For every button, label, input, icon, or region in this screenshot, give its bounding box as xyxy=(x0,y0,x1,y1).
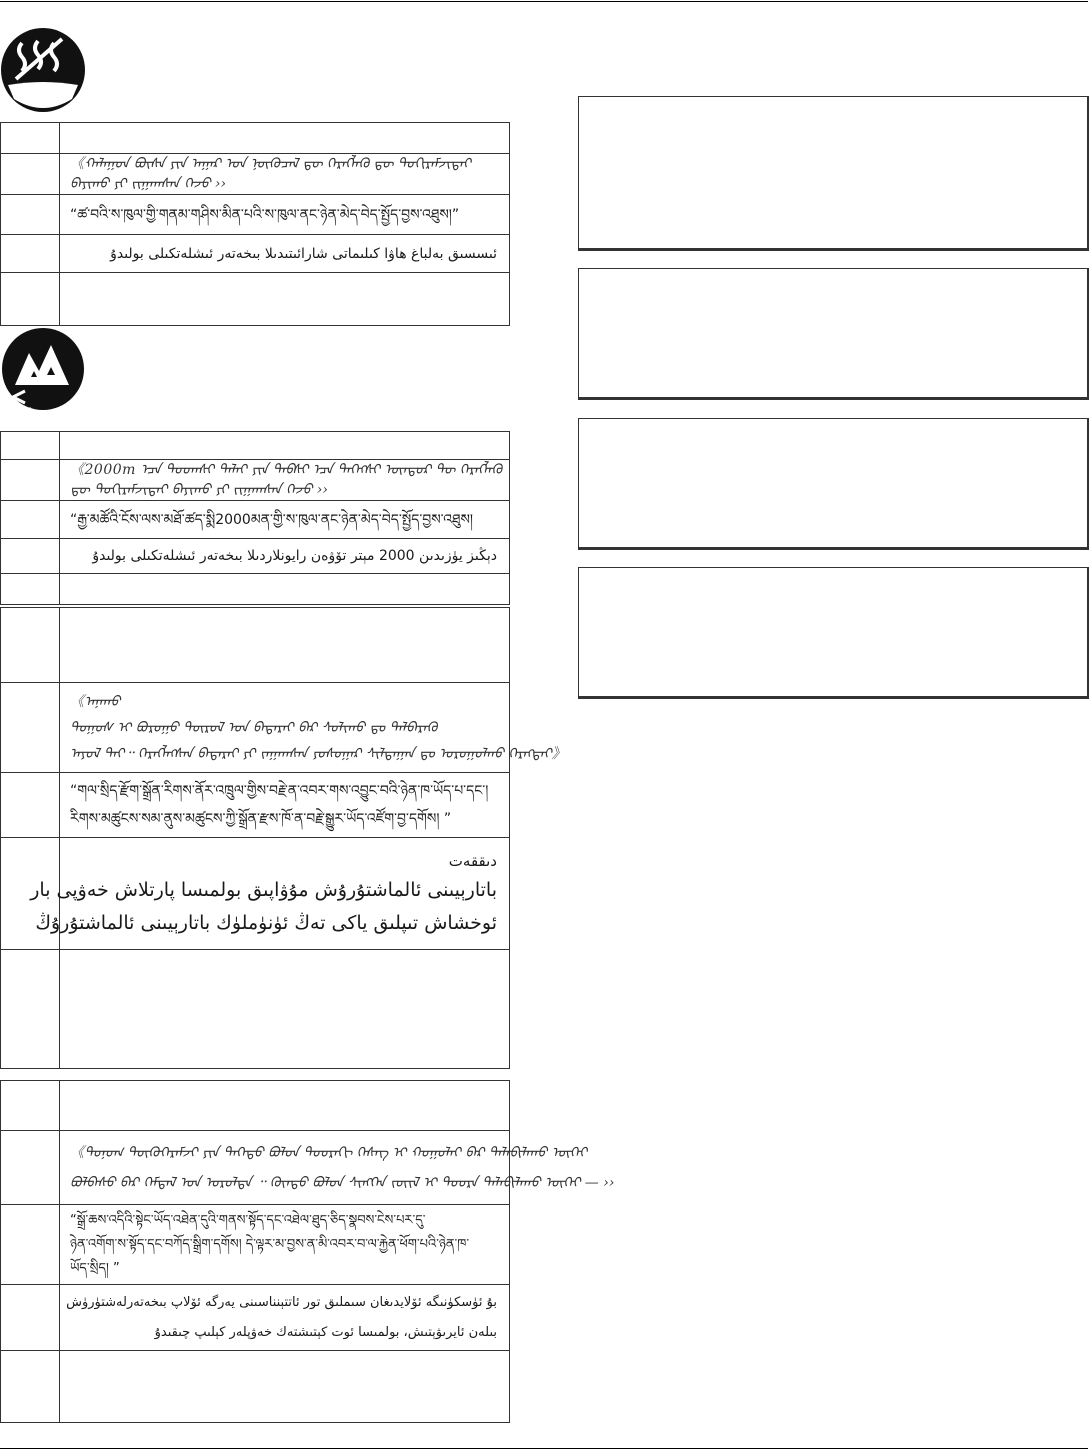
mongolian-text: 《2000m ᠡᠴᠡ ᠳᠣᠣᠭᠰᠢ ᠳᠠᠯᠠᠢ ᠶᠢᠨ ᠲᠡᠪᠰᠢ ᠡᠴᠡ ᠳᠡᠭᠡᠭᠰᠢ ᠥᠨᠳᠦᠷ ᠲᠦ ᠬᠡᠷᠡᠭᠯᠡᠬᠦ ᠳᠦ ᠲᠣᠬᠢᠷᠠᠮᠵᠢᠲᠠᠢ ᠪᠠᠶᠢᠬᠤ ᠶᠢ ᠵᠢᠭᠠᠭᠰᠠᠨ ᠭᠡᠵᠦ ›› xyxy=(60,460,510,501)
text-line: རིགས་མཚུངས་སམ་ནུས་མཚུངས་ཀྱི་སྒྲོན་རྫས་ཁོ་ན་བརྗེ་སྒྱུར་ཡོད་འཛོག་བྱ་དགོས། ” xyxy=(70,811,452,827)
right-text-box-2 xyxy=(578,268,1089,400)
table-cell xyxy=(60,574,510,605)
symbol-2-table xyxy=(0,431,510,605)
lang-code-cell xyxy=(1,235,60,273)
lang-code-cell xyxy=(1,1285,60,1351)
text-line: ཉེན་འགོག་ས་སྟོད་དང་བཀོད་སྒྲིག་དགོས། དེ་ལྟར་མ་བྱས་ན་མི་འབར་བ་ལ་རྐྱེན་ཕོག་པའི་ཉེན་ཁ་ xyxy=(70,1236,470,1252)
text-line: “གལ་སྲིད་རྫོག་སྒྲོན་རིགས་ནོར་འཁྲུལ་གྱིས་བརྗེ་ན་འབར་གས་འབྱུང་བའི་ཉེན་ཁ་ཡོད་པ་དང་། xyxy=(70,783,489,799)
table-cell xyxy=(60,432,510,460)
altitude-2000m-icon xyxy=(1,327,85,411)
text-line: بۇ ئۈسكۈنىگە ئۆلايدىغان سىملىق تور ئاتتېنناسىنى يەرگە ئۆلاپ بىخەتەرلەشتۈرۈش xyxy=(66,1294,497,1310)
uyghur-text: ئىسسىق بەلباغ ھاۋا كىلىماتى شارائىتىدىلا بىخەتەر ئىشلەتكىلى بولىدۇ xyxy=(60,235,510,273)
bottom-rule xyxy=(0,1448,1088,1449)
text-line: ᠠᠶᠤᠯ ᠲᠠᠢ᠃ ᠬᠡᠷᠡᠭᠯᠡᠭᠰᠡᠨ ᠪᠠᠲᠠᠷᠡᠢ ᠶᠢ ᠵᠠᠭᠠᠭᠰᠠᠨ ᠶᠣᠰᠣᠭᠠᠷ ᠰᠢᠯᠲᠠᠭᠠᠨ ᠳᠤ ᠣᠷᠣᠭᠤᠯᠬᠤ ᠬᠡᠷᠡᠭᠲᠡᠢ》 xyxy=(70,745,567,762)
lang-code-cell xyxy=(1,460,60,501)
text-line: دىققەت xyxy=(448,851,497,870)
symbol-1-table xyxy=(0,122,510,326)
text-line: بىلەن ئايرىۋېتىش، بولمىسا ئوت كېتىشتەك خەۋپلەر كېلىپ چىقىدۇ xyxy=(154,1324,497,1340)
table-cell xyxy=(60,950,510,1069)
text-line: ᠪᠣᠯᠪᠠᠰᠤ ᠪᠠᠷ ᠭᠡᠮᠳᠡᠯ ᠤᠨ ᠣᠷᠣᠯᠲᠠ ᠃ ᠬᠦᠨᠳᠦ ᠪᠣᠯᠤᠨ ᠰᠢᠩᠭᠡᠨ ᠵᠦᠢᠯ ᠢ ᠳᠣᠣᠷᠠ ᠲᠠᠯᠠᠪᠢᠯᠠᠬᠤ ᠦᠭᠡᠢ — ›› xyxy=(70,1174,615,1191)
lang-code-cell xyxy=(1,195,60,235)
lang-code-cell xyxy=(1,1131,60,1205)
lang-code-cell xyxy=(1,608,60,683)
right-text-box-3 xyxy=(578,418,1089,550)
mongolian-text: 《ᠬᠠᠯᠠᠭᠤᠨ ᠪᠦᠰᠡ ᠶᠢᠨ ᠠᠭᠠᠷ ᠤᠨ ᠨᠥᠬᠦᠴᠡᠯ ᠳᠦ ᠬᠡᠷᠡᠭᠯᠡᠬᠦ ᠳᠦ ᠲᠣᠬᠢᠷᠠᠮᠵᠢᠲᠠᠢ ᠪᠠᠶᠢᠬᠤ ᠶᠢ ᠵᠢᠭᠠᠭᠰᠠᠨ ᠭᠡᠵᠦ ›› xyxy=(60,154,510,195)
no-tropical-climate-icon xyxy=(0,27,86,113)
table-cell xyxy=(60,1081,510,1131)
right-text-box-4 xyxy=(578,567,1089,699)
lang-code-cell xyxy=(1,683,60,773)
lang-code-cell xyxy=(1,154,60,195)
lang-code-cell xyxy=(1,1081,60,1131)
table-cell xyxy=(60,123,510,154)
lang-code-cell xyxy=(1,950,60,1069)
tibetan-text: “ཚ་བའི་ས་ཁུལ་གྱི་གནམ་གཤིས་མིན་པའི་ས་ཁུལ་ནང་ཉེན་མེད་བེད་སྤྱོད་བྱས་འཐུས།” xyxy=(60,195,510,235)
lang-code-cell xyxy=(1,432,60,460)
lang-code-cell xyxy=(1,539,60,574)
tibetan-text xyxy=(60,1205,510,1285)
table-cell xyxy=(60,1351,510,1423)
text-line: ᠲᠣᠭᠤᠰ ᠢ ᠪᠤᠷᠤᠭᠤ ᠲᠥᠷᠥᠯ ᠤᠨ ᠪᠠᠲᠠᠷᠡᠢ ᠪᠠᠷ ᠰᠣᠯᠢᠬᠤ ᠳᠤ ᠳᠡᠯᠪᠡᠷᠡᠬᠦ xyxy=(70,719,438,736)
table-cell xyxy=(60,273,510,326)
lang-code-cell xyxy=(1,574,60,605)
lang-code-cell xyxy=(1,273,60,326)
text-line: 《ᠠᠨᠠᠬᠤ xyxy=(70,693,121,710)
lang-code-cell xyxy=(1,501,60,539)
lang-code-cell xyxy=(1,773,60,838)
mongolian-text xyxy=(60,683,567,773)
uyghur-text: دېڭىز يۈزىدىن 2000 مېتر تۆۋەن رايونلاردىلا بىخەتەر ئىشلەتكىلى بولىدۇ xyxy=(60,539,510,574)
table-cell xyxy=(60,608,510,683)
top-rule xyxy=(0,1,1088,2)
text-line: ئوخشاش تىپلىق ياكى تەڭ ئۈنۈملۈك باتارېيىنى ئالماشتۇرۇڭ xyxy=(35,911,497,934)
uyghur-text xyxy=(60,1285,510,1351)
grounding-warning-table xyxy=(0,1080,615,1423)
text-line: ཡོད་སྲིད། ” xyxy=(70,1260,120,1276)
mongolian-text xyxy=(60,1131,615,1205)
text-line: 《ᠲᠣᠨᠣᠭ ᠲᠥᠬᠥᠭᠡᠷᠡᠮᠵᠢ ᠶᠢᠨ ᠲᠡᠭᠡᠳᠦ ᠪᠣᠯᠤᠨ ᠳᠣᠣᠷᠠᠬᠢ ᠬᠡᠰᠡᠭ ᠢ ᠬᠣᠭᠤᠯᠠᠢ ᠪᠠᠷ ᠲᠠᠯᠠᠪᠢᠯᠠᠬᠤ ᠦᠭᠡᠢ xyxy=(70,1144,587,1161)
lang-code-cell xyxy=(1,1351,60,1423)
lang-code-cell xyxy=(1,1205,60,1285)
text-line: “སྒྲོ་ཆས་འདིའི་སྟེང་ཡོད་འཐེན་དུའི་གནས་སྟོད་དང་འཐེལ་ཐུད་ཅིད་སྣབས་ངེས་པར་དུ་ xyxy=(70,1212,426,1228)
tibetan-text: “རྒྱ་མཚོའི་ངོས་ལས་མཐོ་ཚད་སྨི2000མན་གྱི་ས་ཁུལ་ནང་ཉེན་མེད་བེད་སྤྱོད་བྱས་འཐུས། xyxy=(60,501,510,539)
tibetan-text xyxy=(60,773,510,838)
uyghur-text xyxy=(30,838,510,950)
right-text-box-1 xyxy=(578,96,1089,251)
battery-warning-table xyxy=(0,607,567,1069)
text-line: باتارېيىنى ئالماشتۇرۇش مۇۋاپىق بولمىسا پارتلاش خەۋپى بار xyxy=(30,878,497,901)
lang-code-cell xyxy=(1,123,60,154)
